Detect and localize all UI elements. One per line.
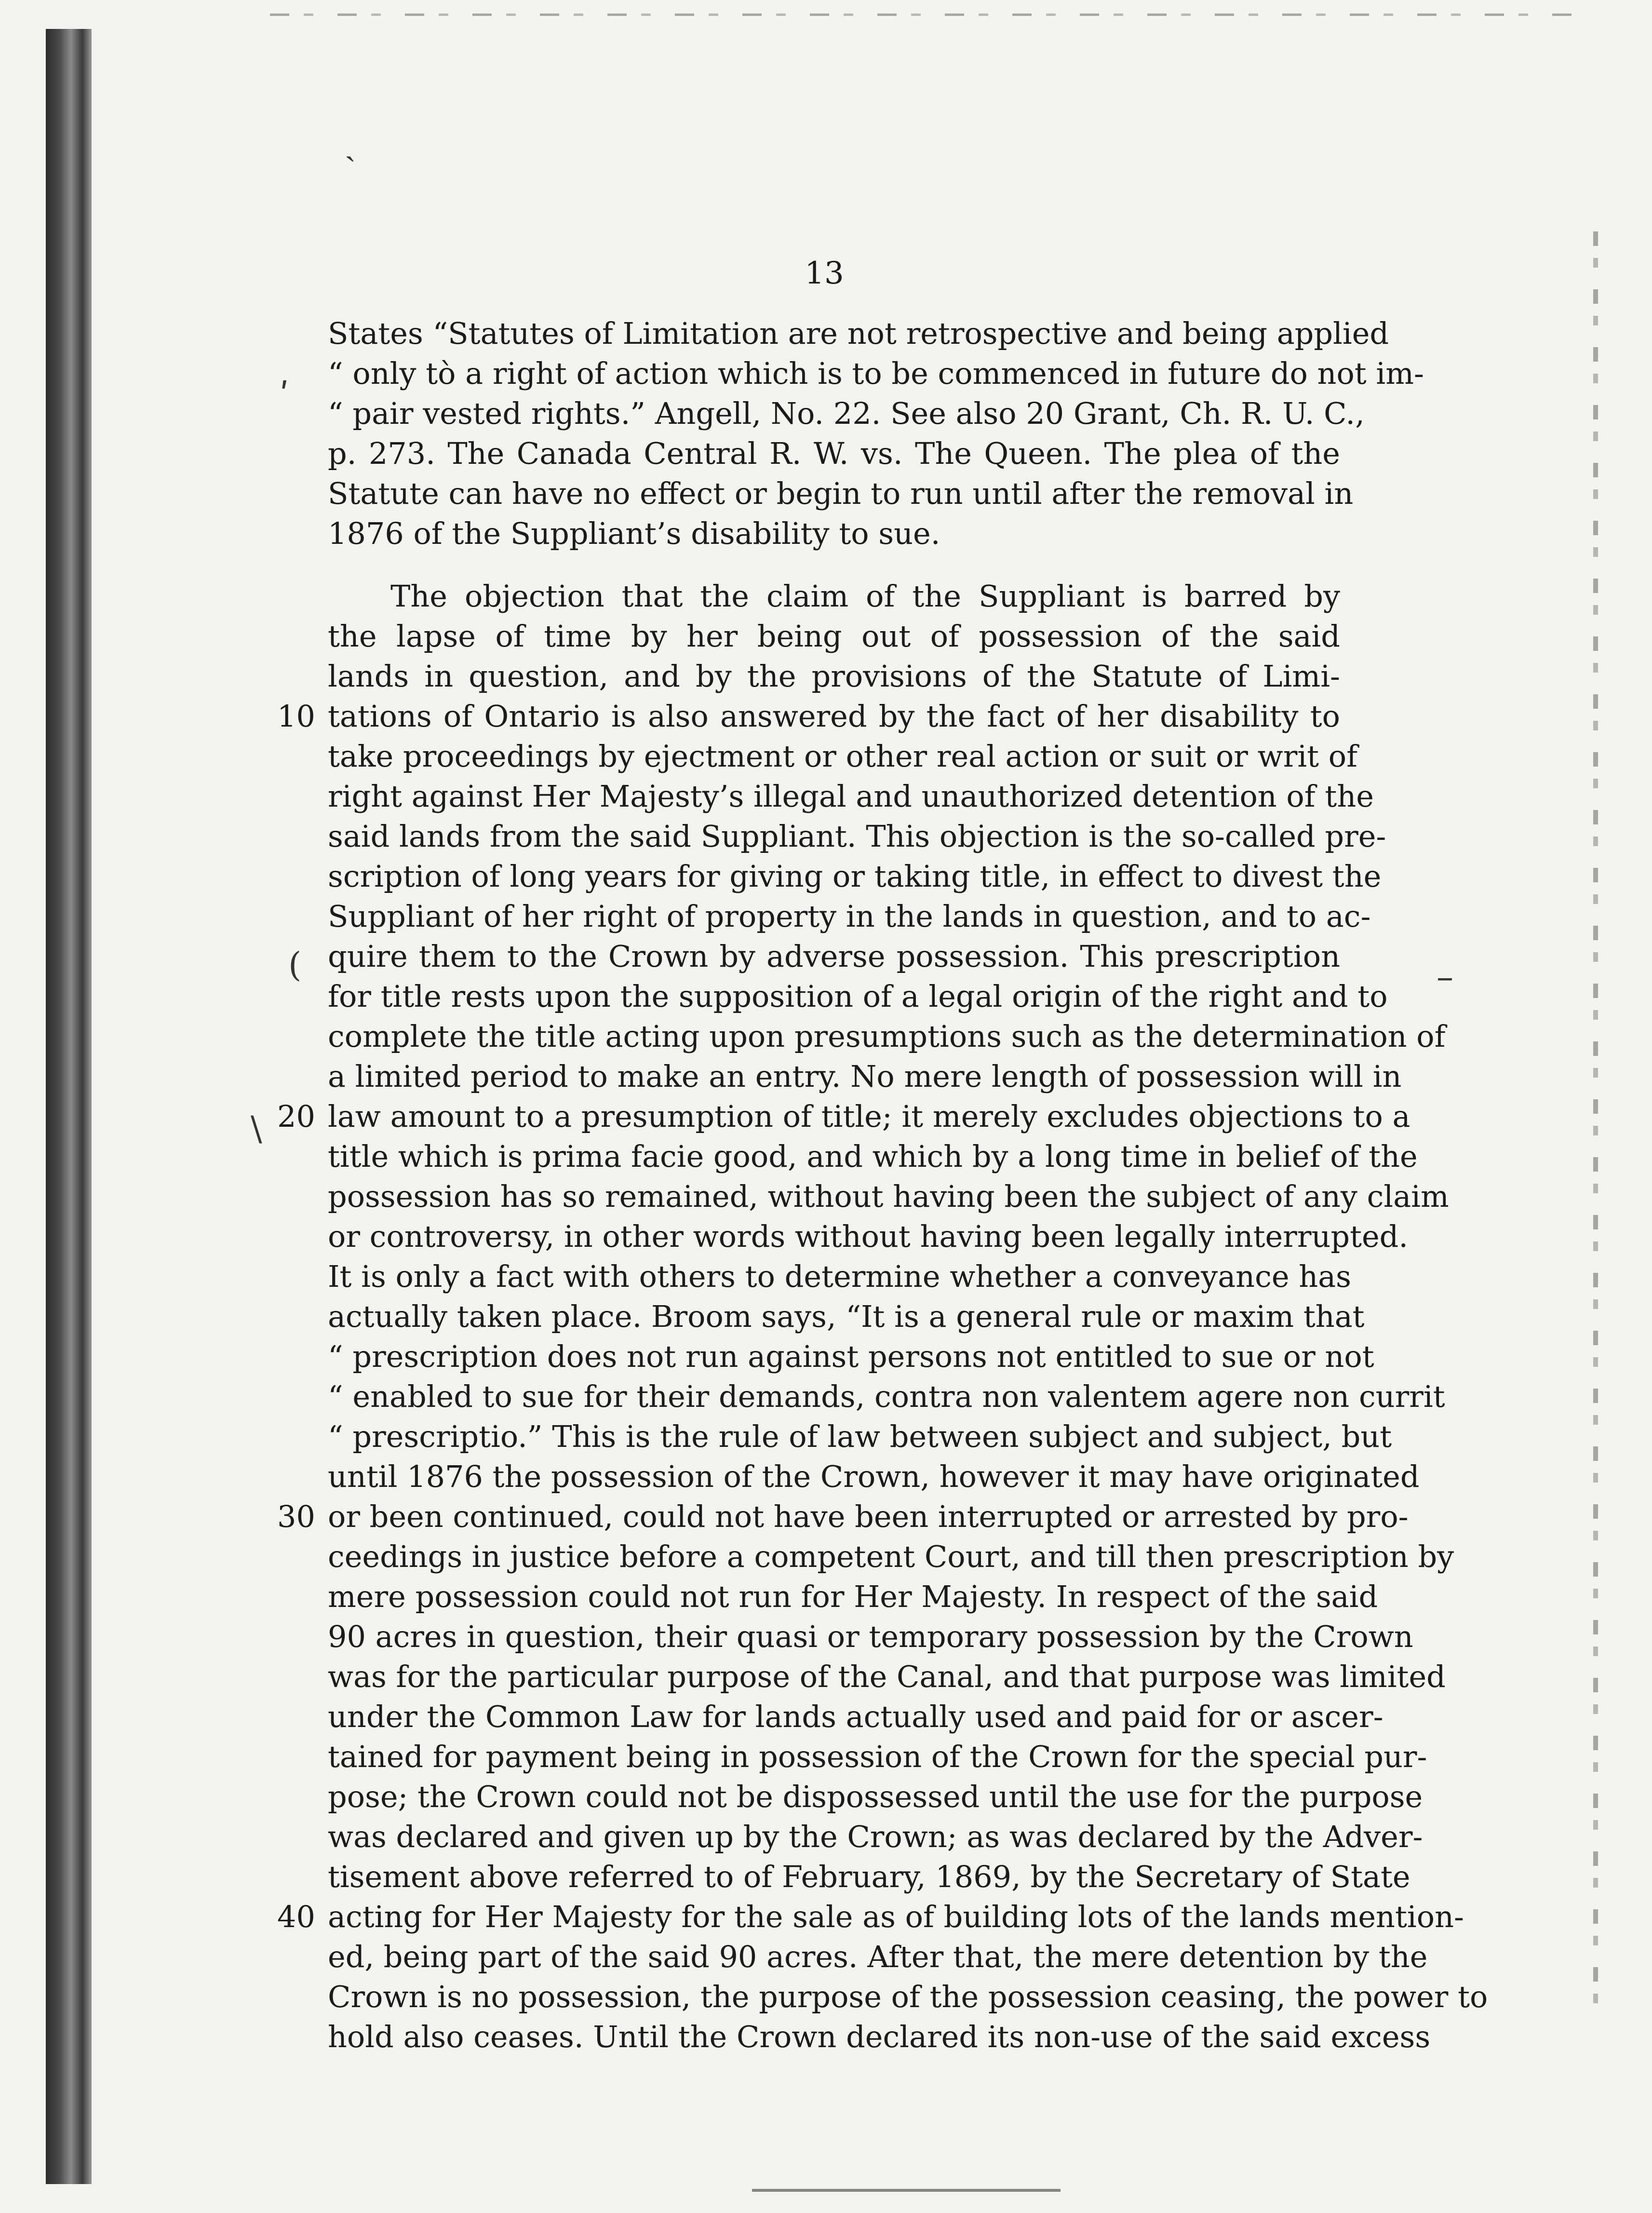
scan-noise-right — [1593, 231, 1598, 2015]
page-number: 13 — [805, 256, 844, 291]
text-line: “ pair vested rights.” Angell, No. 22. See also 20 Grant, Ch. R. U. C., — [328, 396, 1365, 431]
text-line: complete the title acting upon presumptions such as the determination of — [328, 1019, 1446, 1054]
text-line: mere possession could not run for Her Majesty. In respect of the said — [328, 1579, 1378, 1614]
line-number-40: 40 — [277, 1899, 315, 1934]
text-line: right against Her Majesty’s illegal and unauthorized detention of the — [328, 779, 1374, 814]
text-line: scription of long years for giving or taking title, in effect to divest the — [328, 859, 1382, 894]
text-line: “ enabled to sue for their demands, contra non valentem agere non currit — [328, 1379, 1445, 1414]
text-line: actually taken place. Broom says, “It is a general rule or maxim that — [328, 1299, 1365, 1334]
text-line: take proceedings by ejectment or other real action or suit or writ of — [328, 739, 1358, 774]
text-line: hold also ceases. Until the Crown declared its non-use of the said excess — [328, 2019, 1431, 2054]
text-line: 1876 of the Suppliant’s disability to sue. — [328, 516, 940, 551]
text-line: tations of Ontario is also answered by the fact of her disability to — [328, 699, 1340, 734]
text-line: title which is prima facie good, and which by a long time in belief of the — [328, 1139, 1418, 1174]
text-line: Crown is no possession, the purpose of the possession ceasing, the power to — [328, 1979, 1488, 2014]
text-line: p. 273. The Canada Central R. W. vs. The Queen. The plea of the — [328, 436, 1340, 471]
stray-mark: ˏ — [345, 123, 356, 162]
text-line: “ prescription does not run against persons not entitled to sue or not — [328, 1339, 1374, 1374]
text-line: said lands from the said Suppliant. This objection is the so-called pre- — [328, 819, 1386, 854]
text-line: Statute can have no effect or begin to run until after the removal in — [328, 476, 1354, 511]
text-line: was declared and given up by the Crown; as was declared by the Adver- — [328, 1819, 1423, 1854]
binding-edge — [46, 29, 92, 2184]
text-line: quire them to the Crown by adverse possession. This prescription — [328, 939, 1340, 974]
line-number-10: 10 — [277, 699, 315, 734]
text-line: possession has so remained, without having been the subject of any claim — [328, 1179, 1449, 1214]
text-line: 90 acres in question, their quasi or temporary possession by the Crown — [328, 1619, 1413, 1654]
text-line: until 1876 the possession of the Crown, however it may have originated — [328, 1459, 1420, 1494]
text-line: States “Statutes of Limitation are not retrospective and being applied — [328, 316, 1389, 351]
text-line: acting for Her Majesty for the sale as of building lots of the lands mention- — [328, 1899, 1464, 1934]
margin-bracket: ( — [288, 945, 302, 985]
line-number-20: 20 — [277, 1099, 315, 1134]
line-number-30: 30 — [277, 1499, 315, 1534]
text-line: or been continued, could not have been interrupted or arrested by pro- — [328, 1499, 1409, 1534]
stray-mark: – — [1437, 957, 1453, 997]
text-line: lands in question, and by the provisions of the Statute of Limi- — [328, 659, 1340, 694]
scan-noise-top — [270, 13, 1571, 16]
text-line: ceedings in justice before a competent Court, and till then prescription by — [328, 1539, 1454, 1574]
stray-mark: ʹ — [280, 376, 289, 416]
text-line: or controversy, in other words without having been legally interrupted. — [328, 1219, 1409, 1254]
bottom-rule — [752, 2189, 1061, 2192]
text-line: pose; the Crown could not be dispossessed until the use for the purpose — [328, 1779, 1423, 1814]
stray-mark: \ — [251, 1109, 262, 1148]
text-line: for title rests upon the supposition of a legal origin of the right and to — [328, 979, 1388, 1014]
text-line: “ only tò a right of action which is to be commenced in future do not im- — [328, 356, 1424, 391]
text-line: “ prescriptio.” This is the rule of law between subject and subject, but — [328, 1419, 1392, 1454]
text-line: It is only a fact with others to determine whether a conveyance has — [328, 1259, 1351, 1294]
text-line: law amount to a presumption of title; it merely excludes objections to a — [328, 1099, 1410, 1134]
text-line: was for the particular purpose of the Canal, and that purpose was limited — [328, 1659, 1446, 1694]
text-line: the lapse of time by her being out of possession of the said — [328, 619, 1340, 654]
text-line: ed, being part of the said 90 acres. After that, the mere detention by the — [328, 1939, 1428, 1974]
text-line: Suppliant of her right of property in the lands in question, and to ac- — [328, 899, 1371, 934]
text-line: tisement above referred to of February, 1869, by the Secretary of State — [328, 1859, 1410, 1894]
text-line: tained for payment being in possession of the Crown for the special pur- — [328, 1739, 1427, 1774]
text-line: a limited period to make an entry. No mere length of possession will in — [328, 1059, 1402, 1094]
paragraph-objection — [328, 576, 1488, 2057]
text-line: under the Common Law for lands actually used and paid for or ascer- — [328, 1699, 1383, 1734]
paragraph-continuation — [328, 313, 1424, 553]
text-line: The objection that the claim of the Suppliant is barred by — [390, 579, 1340, 614]
